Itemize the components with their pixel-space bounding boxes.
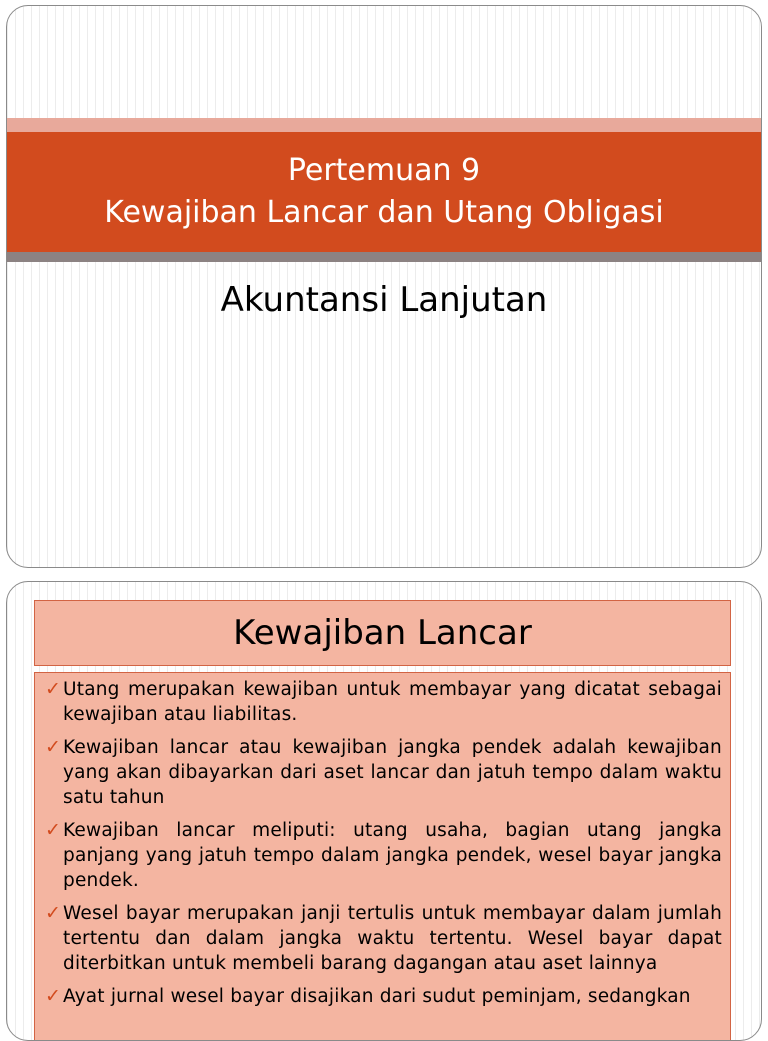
checkmark-icon: ✓	[45, 819, 61, 841]
checkmark-icon: ✓	[45, 736, 61, 758]
title-band-top-stripe	[7, 118, 761, 132]
list-item	[45, 677, 722, 727]
list-item-text: Utang merupakan kewajiban untuk membayar yang dicatat sebagai kewajiban atau liabilitas.	[63, 679, 722, 725]
checkmark-icon: ✓	[45, 985, 61, 1007]
checkmark-icon: ✓	[45, 902, 61, 924]
list-item-text: Kewajiban lancar meliputi: utang usaha, bagian utang jangka panjang yang jatuh tempo dalam jangka pendek, wesel bayar jangka pendek.	[63, 820, 722, 891]
title-band-bottom-stripe	[7, 252, 761, 262]
heading-box	[34, 600, 731, 666]
content-slide	[6, 581, 762, 1041]
slide-title-line-1: Pertemuan 9	[287, 153, 481, 188]
slide-title-line-2: Kewajiban Lancar dan Utang Obligasi	[104, 195, 664, 230]
list-item	[45, 735, 722, 810]
list-item-text: Wesel bayar merupakan janji tertulis untuk membayar dalam jumlah tertentu dan dalam jangka waktu tertentu. Wesel bayar dapat diterbitkan untuk membeli barang dagangan atau aset lainnya	[63, 903, 722, 974]
list-item-text: Kewajiban lancar atau kewajiban jangka pendek adalah kewajiban yang akan dibayarkan dari aset lancar dan jatuh tempo dalam waktu satu tahun	[63, 737, 722, 808]
slide-heading: Kewajiban Lancar	[233, 613, 532, 653]
list-item	[45, 984, 722, 1009]
slide-subtitle: Akuntansi Lanjutan	[220, 280, 548, 320]
title-slide	[6, 5, 762, 568]
title-band	[7, 132, 761, 252]
bullet-list	[34, 672, 731, 1041]
list-item-text: Ayat jurnal wesel bayar disajikan dari sudut peminjam, sedangkan	[63, 986, 691, 1007]
list-item	[45, 901, 722, 976]
list-item	[45, 818, 722, 893]
checkmark-icon: ✓	[45, 678, 61, 700]
